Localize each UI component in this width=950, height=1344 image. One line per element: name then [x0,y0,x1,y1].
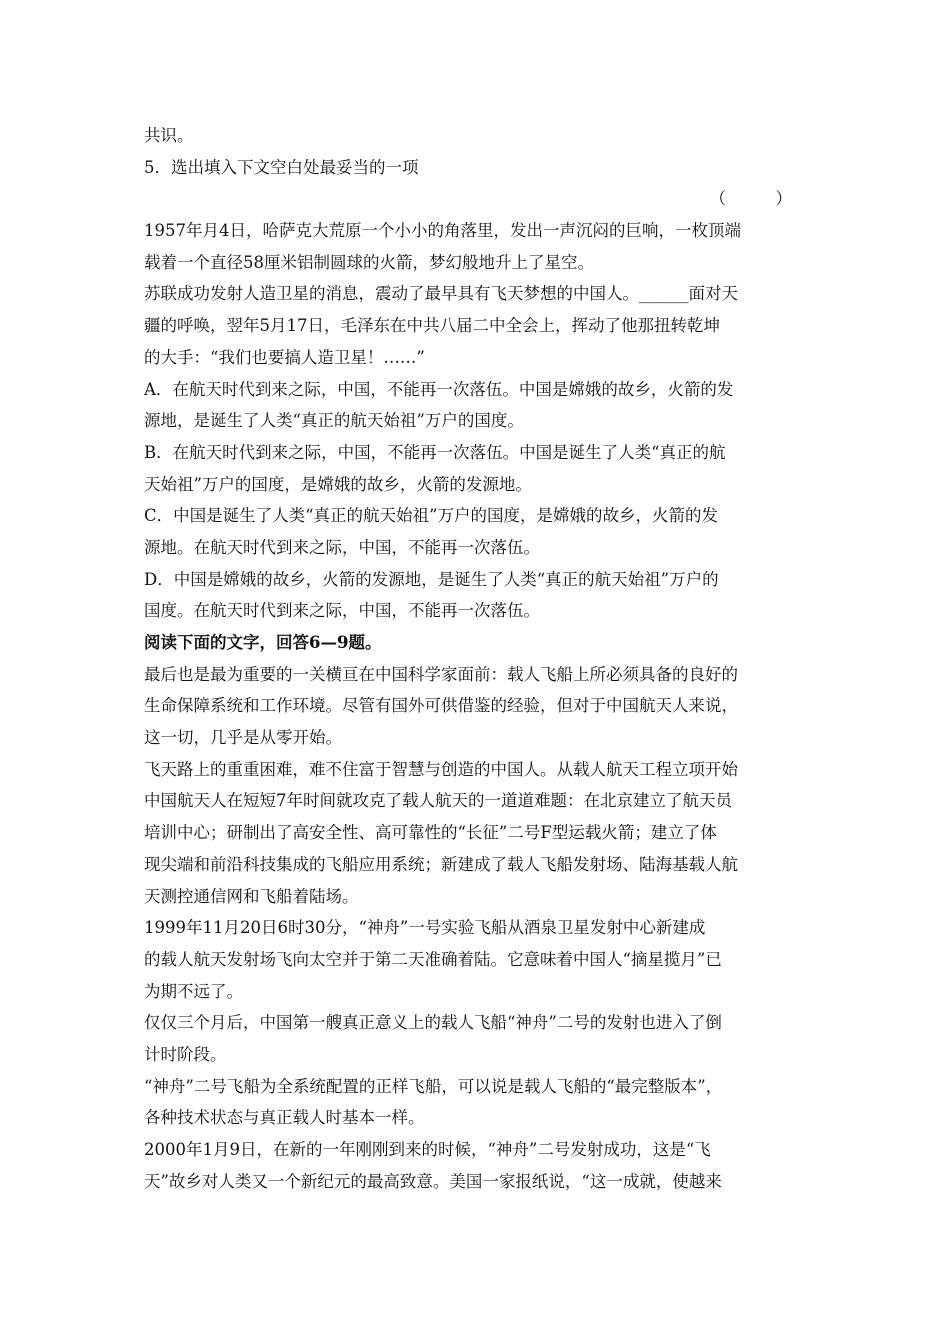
document-page [144,120,814,1197]
text-line: 天测控通信网和飞船着陆场。 [144,886,359,906]
text-line: 苏联成功发射人造卫星的消息，震动了最早具有飞天梦想的中国人。______面对天 [144,284,738,304]
text-line: 2000年1月9日，在新的一年刚刚到来的时候，“神舟”二号发射成功，这是“飞 [144,1140,711,1159]
option-d: D．中国是嫦娥的故乡，火箭的发源地，是诞生了人类“真正的航天始祖”万户的 [144,569,719,589]
option-c-cont: 源地。在航天时代到来之际，中国，不能再一次落伍。 [144,537,540,557]
text-line: 的大手：“我们也要搞人造卫星！……” [144,347,425,367]
text-line: 疆的呼唤，翌年5月17日，毛泽东在中共八届二中全会上，挥动了他那扭转乾坤 [144,316,720,336]
text-line: 现尖端和前沿科技集成的飞船应用系统；新建成了载人飞船发射场、陆海基载人航 [144,854,738,874]
text-line: 共识。 [144,126,194,145]
option-c: C．中国是诞生了人类“真正的航天始祖”万户的国度，是嫦娥的故乡，火箭的发 [144,506,718,526]
option-b: B．在航天时代到来之际，中国，不能再一次落伍。中国是诞生了人类“真正的航 [144,442,726,462]
text-line: “神舟”二号飞船为全系统配置的正样飞船，可以说是载人飞船的“最完整版本”， [144,1076,723,1096]
text-line: 为期不远了。 [144,981,243,1001]
text-line: 这一切，几乎是从零开始。 [144,728,342,748]
text-line: 的载人航天发射场飞向太空并于第二天准确着陆。它意味着中国人“摘星揽月”已 [144,949,722,969]
text-line: 生命保障系统和工作环境。尽管有国外可供借鉴的经验，但对于中国航天人来说， [144,696,738,716]
option-d-cont: 国度。在航天时代到来之际，中国，不能再一次落伍。 [144,601,540,621]
text-line: 仅仅三个月后，中国第一艘真正意义上的载人飞船“神舟”二号的发射也进入了倒 [144,1013,722,1033]
text-line: 计时阶段。 [144,1044,227,1064]
text-line: 1999年11月20日6时30分，“神舟”一号实验飞船从酒泉卫星发射中心新建成 [144,918,706,938]
text-line: 中国航天人在短短7年时间就攻克了载人航天的一道道难题：在北京建立了航天员 [144,791,732,811]
answer-parentheses: （ ） [709,189,792,209]
reading-heading: 阅读下面的文字，回答6—9题。 [144,633,382,652]
text-line: 培训中心；研制出了高安全性、高可靠性的“长征”二号F型运载火箭；建立了体 [144,823,717,843]
option-b-cont: 天始祖”万户的国度，是嫦娥的故乡，火箭的发源地。 [144,474,532,494]
text-line: 1957年月4日，哈萨克大荒原一个小小的角落里，发出一声沉闷的巨响，一枚顶端 [144,221,741,241]
text-line: 飞天路上的重重困难，难不住富于智慧与创造的中国人。从载人航天工程立项开始 [144,759,738,779]
option-a-cont: 源地，是诞生了人类“真正的航天始祖”万户的国度。 [144,411,524,431]
text-line: 最后也是最为重要的一关横亘在中国科学家面前：载人飞船上所必须具备的良好的 [144,664,738,684]
text-line: 天”故乡对人类又一个新纪元的最高致意。美国一家报纸说，“这一成就，使越来 [144,1171,722,1191]
text-line: 载着一个直径58厘米铝制圆球的火箭，梦幻般地升上了星空。 [144,252,594,272]
question-5-stem: 5．选出填入下文空白处最妥当的一项 [144,157,419,177]
text-line: 各种技术状态与真正载人时基本一样。 [144,1108,425,1128]
option-a: A．在航天时代到来之际，中国，不能再一次落伍。中国是嫦娥的故乡，火箭的发 [144,379,734,399]
